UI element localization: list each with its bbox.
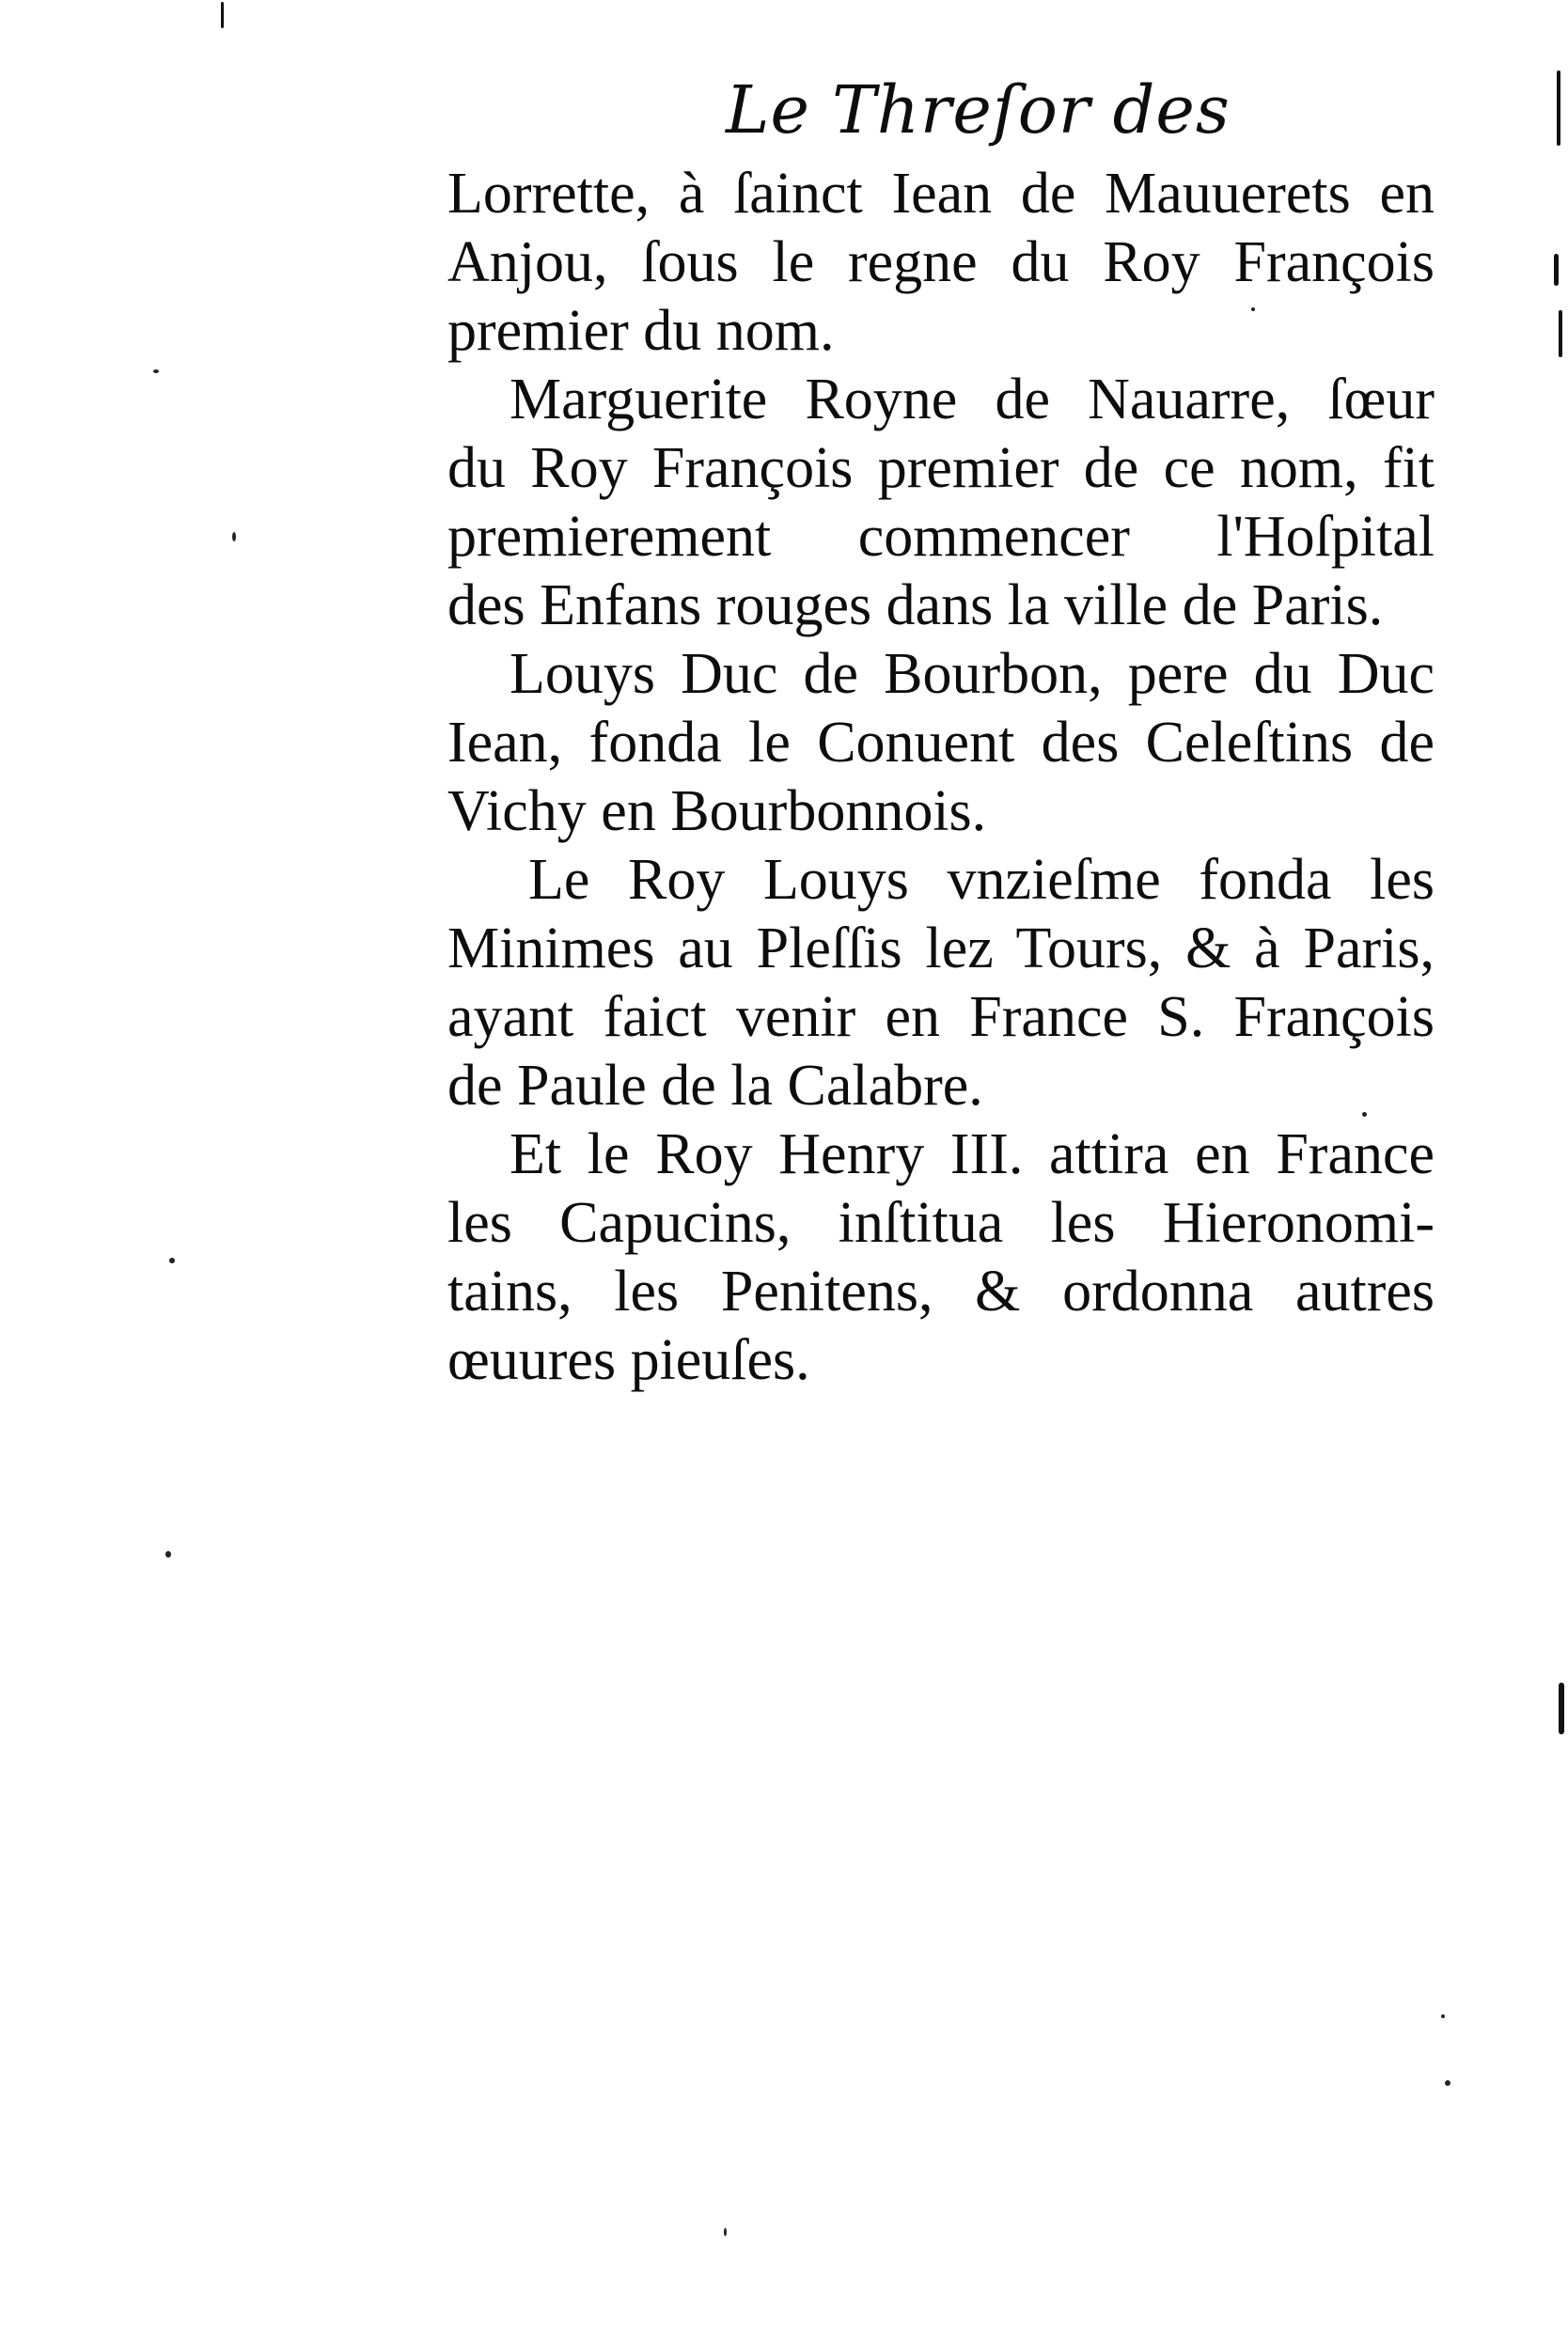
text-line: Vichy en Bourbonnois.	[447, 779, 987, 843]
scan-edge-mark	[1559, 1683, 1564, 1734]
text-line: du Roy François premier de ce nom, fit	[447, 436, 1435, 500]
scan-speck	[165, 1551, 171, 1558]
text-line: Louys Duc de Bourbon, pere du Duc	[510, 642, 1435, 706]
scan-speck	[1251, 307, 1255, 311]
text-line: Lorrette, à ſainct Iean de Mauuerets en	[447, 162, 1435, 226]
text-line: Le Roy Louys vnzieſme fonda les	[528, 848, 1435, 912]
text-line: premierement commencer l'Hoſpital	[447, 505, 1435, 569]
text-line: Marguerite Royne de Nauarre, ſœur	[510, 368, 1435, 431]
body-text	[447, 160, 1435, 1395]
scan-speck	[153, 369, 159, 373]
scan-edge-mark	[1554, 254, 1559, 286]
text-line: premier du nom.	[447, 299, 835, 363]
text-line: ayant faict venir en France S. François	[447, 985, 1435, 1049]
scan-edge-mark	[1559, 310, 1562, 357]
scan-speck	[724, 2228, 727, 2236]
scan-speck	[1362, 1112, 1367, 1117]
scan-speck	[1441, 2014, 1445, 2018]
scan-edge-mark	[1557, 70, 1560, 146]
text-line: Iean, fonda le Conuent des Celeſtins de	[447, 711, 1435, 775]
text-line: Anjou, ſous le regne du Roy François	[447, 230, 1435, 294]
text-line: œuures pieuſes.	[447, 1328, 810, 1392]
text-line: des Enfans rouges dans la ville de Paris.	[447, 573, 1384, 637]
text-line: les Capucins, inſtitua les Hieronomi-	[447, 1191, 1435, 1255]
scan-edge-mark	[221, 2, 224, 28]
running-head: Le Threſor des	[726, 71, 1231, 149]
text-line: Et le Roy Henry III. attira en France	[510, 1122, 1435, 1186]
scan-speck	[1445, 2080, 1450, 2086]
text-line: Minimes au Pleſſis lez Tours, & à Paris,	[447, 916, 1435, 980]
text-line: tains, les Penitens, & ordonna autres	[447, 1260, 1435, 1324]
text-line: de Paule de la Calabre.	[447, 1054, 983, 1118]
scan-speck	[169, 1258, 175, 1263]
scan-speck	[232, 532, 236, 541]
